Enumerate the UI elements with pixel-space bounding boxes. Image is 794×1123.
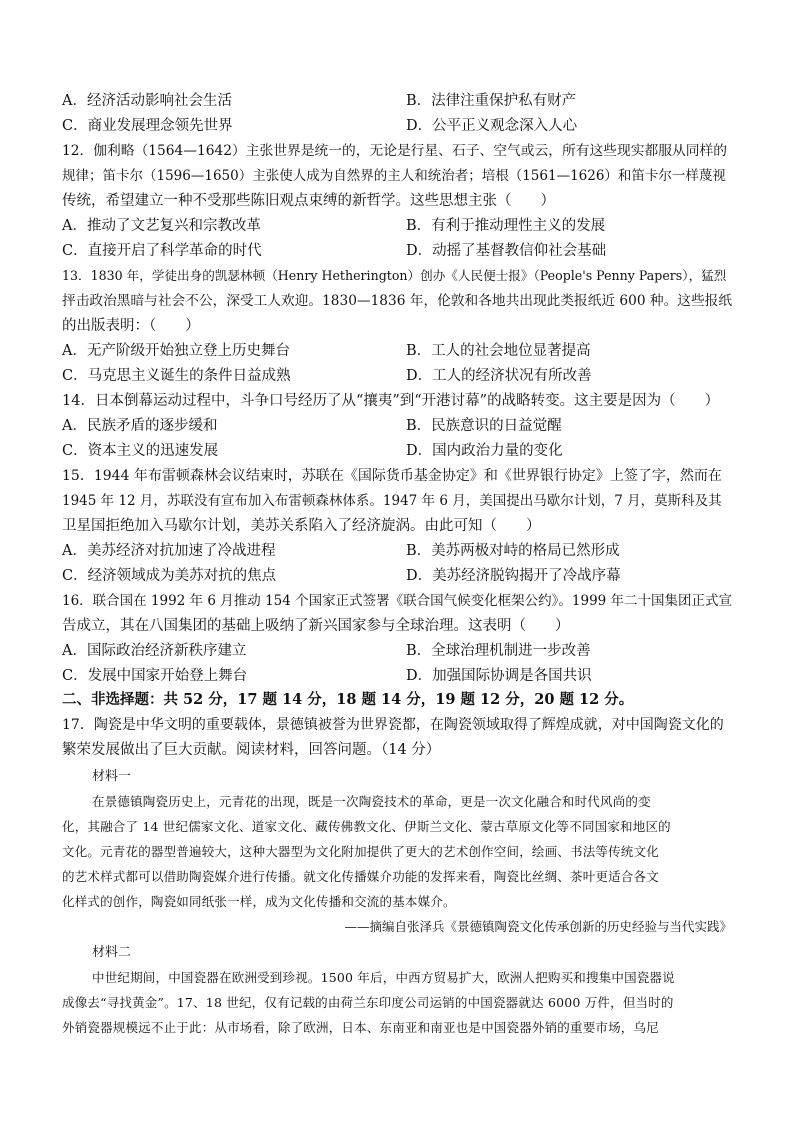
q15-option-a[interactable]: A．美苏经济对抗加速了冷战进程 [62,543,276,559]
q13-row-1 [62,342,591,360]
q14-stem-line-1: 14．日本倒幕运动过程中，斗争口号经历了从“攘夷”到“开港讨幕”的战略转变。这主要是因为（ ） [62,393,720,409]
q16-row-2 [62,667,592,685]
q14-option-a[interactable]: A．民族矛盾的逐步缓和 [62,418,218,434]
q14-option-b[interactable]: B．民族意识的日益觉醒 [406,418,562,434]
material-2-line-2: 成像去“寻找黄金”。17、18 世纪，仅有记载的由荷兰东印度公司运销的中国瓷器就达 6000 万件，但当时的 [62,995,674,1010]
q17-stem-line-1: 17．陶瓷是中华文明的重要载体，景德镇被誉为世界瓷都，在陶瓷领域取得了辉煌成就，对中国陶瓷文化的 [62,717,724,733]
q14-option-d[interactable]: D．国内政治力量的变化 [406,443,563,459]
q11-option-b[interactable]: B．法律注重保护私有财产 [406,93,577,109]
material-2-label: 材料二 [92,945,132,960]
q16-stem-line-2: 告成立，其在八国集团的基础上吸纳了新兴国家参与全球治理。这表明（ ） [62,618,570,634]
q11-option-c[interactable]: C．商业发展理念领先世界 [62,118,233,134]
q16-option-d[interactable]: D．加强国际协调是各国共识 [406,668,592,684]
q11-option-a[interactable]: A．经济活动影响社会生活 [62,93,232,109]
q12-option-a[interactable]: A．推动了文艺复兴和宗教改革 [62,218,261,234]
q17-stem-line-2: 繁荣发展做出了巨大贡献。阅读材料，回答问题。（14 分） [62,742,441,758]
q15-option-d[interactable]: D．美苏经济脱钩揭开了冷战序幕 [406,568,621,584]
q15-stem-line-1: 15．1944 年布雷顿森林会议结束时，苏联在《国际货币基金协定》和《世界银行协定》上签了字，然而在 [62,468,722,484]
q15-option-b[interactable]: B．美苏两极对峙的格局已然形成 [406,543,620,559]
section-2-heading: 二、非选择题：共 52 分，17 题 14 分，18 题 14 分，19 题 12 分，20 题 12 分。 [62,691,634,708]
q13-option-a[interactable]: A．无产阶级开始独立登上历史舞台 [62,343,290,359]
q12-stem-line-2: 规律；笛卡尔（1596—1650）主张使人成为自然界的主人和统治者；培根（1561—1626）和笛卡尔一样蔑视 [62,168,726,184]
q16-option-a[interactable]: A．国际政治经济新秩序建立 [62,643,247,659]
material-1-label: 材料一 [92,769,132,784]
q11-option-d[interactable]: D．公平正义观念深入人心 [406,118,578,134]
q12-option-c[interactable]: C．直接开启了科学革命的时代 [62,243,262,259]
q14-row-1 [62,417,562,435]
q16-option-b[interactable]: B．全球治理机制进一步改善 [406,643,591,659]
material-1-source: ——摘编自张泽兵《景德镇陶瓷文化传承创新的历史经验与当代实践》 [344,919,732,934]
q11-row-2 [62,117,578,135]
q12-row-2 [62,242,607,260]
q15-row-2 [62,567,621,585]
material-1-line-3: 文化。元青花的器型普遍较大，这种大器型为文化附加提供了更大的艺术创作空间，绘画、书法等传统文化 [62,844,659,859]
q13-stem-line-2: 抨击政治黑暗与社会不公，深受工人欢迎。1830—1836 年，伦敦和各地共出现此类报纸近 600 种。这些报纸 [62,293,733,309]
q13-option-b[interactable]: B．工人的社会地位显著提高 [406,343,591,359]
q14-row-2 [62,442,563,460]
q13-option-c[interactable]: C．马克思主义诞生的条件日益成熟 [62,368,291,384]
q12-option-b[interactable]: B．有利于推动理性主义的发展 [406,218,606,234]
q16-option-c[interactable]: C．发展中国家开始登上舞台 [62,668,248,684]
material-1-line-2: 化，其融合了 14 世纪儒家文化、道家文化、藏传佛教文化、伊斯兰文化、蒙古草原文化等不同国家和地区的 [62,819,671,834]
q13-stem-line-3: 的出版表明：（ ） [62,318,200,334]
q12-stem-line-1: 12．伽利略（1564—1642）主张世界是统一的，无论是行星、石子、空气或云，所有这些现实都服从同样的 [62,143,727,159]
material-1-line-4: 的艺术样式都可以借助陶瓷媒介进行传播。就文化传播媒介功能的发挥来看，陶瓷比丝绸、茶叶更适合各文 [62,869,659,884]
material-2-line-3: 外销瓷器规模远不止于此：从市场看，除了欧洲，日本、东南亚和南亚也是中国瓷器外销的重要市场，乌尼 [62,1020,659,1035]
q12-option-d[interactable]: D．动摇了基督教信仰社会基础 [406,243,607,259]
q12-stem-line-3: 传统，希望建立一种不受那些陈旧观点束缚的新哲学。这些思想主张（ ） [62,193,555,209]
q11-row-1 [62,92,577,110]
q13-option-d[interactable]: D．工人的经济状况有所改善 [406,368,592,384]
q12-row-1 [62,217,606,235]
material-2-line-1: 中世纪期间，中国瓷器在欧洲受到珍视。1500 年后，中西方贸易扩大，欧洲人把购买和搜集中国瓷器说 [92,970,675,985]
q16-row-1 [62,642,591,660]
q15-row-1 [62,542,620,560]
q16-stem-line-1: 16．联合国在 1992 年 6 月推动 154 个国家正式签署《联合国气候变化框架公约》。1999 年二十国集团正式宣 [62,593,733,609]
q13-row-2 [62,367,592,385]
q15-stem-line-3: 卫星国拒绝加入马歇尔计划，美苏关系陷入了经济旋涡。由此可知（ ） [62,518,541,534]
material-1-line-1: 在景德镇陶瓷历史上，元青花的出现，既是一次陶瓷技术的革命，更是一次文化融合和时代风尚的变 [92,794,651,809]
q14-option-c[interactable]: C．资本主义的迅速发展 [62,443,219,459]
q13-stem-line-1: 13．1830 年，学徒出身的凯瑟林顿（Henry Hetherington）创办《人民便士报》（People's Penny Papers），猛烈 [62,268,727,283]
q15-option-c[interactable]: C．经济领域成为美苏对抗的焦点 [62,568,277,584]
q15-stem-line-2: 1945 年 12 月，苏联没有宣布加入布雷顿森林体系。1947 年 6 月，美国提出马歇尔计划，7 月，莫斯科及其 [62,493,722,509]
material-1-line-5: 化样式的创作，陶瓷如同纸张一样，成为文化传播和交流的基本媒介。 [62,894,456,909]
